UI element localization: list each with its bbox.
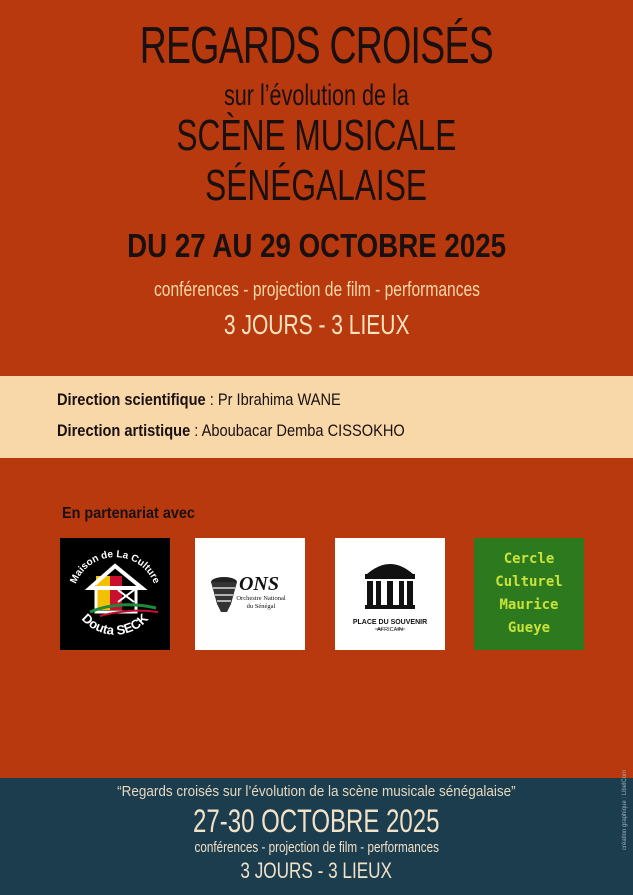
direction-scientific bbox=[57, 389, 341, 411]
cercle-line: Cercle bbox=[503, 551, 555, 567]
direction-scientific-name: Pr Ibrahima WANE bbox=[217, 390, 341, 409]
house-icon bbox=[60, 538, 170, 650]
svg-text:AFRICAIN: AFRICAIN bbox=[377, 627, 403, 633]
monument-icon bbox=[335, 538, 445, 650]
direction-artistic-label: Direction artistique bbox=[57, 421, 191, 440]
svg-text:du Sénégal: du Sénégal bbox=[246, 603, 276, 610]
separator: : bbox=[205, 390, 218, 409]
footer-activities: conférences - projection de film - performances bbox=[194, 839, 439, 856]
drum-icon bbox=[195, 538, 305, 650]
direction-artistic-name: Aboubacar Demba CISSOKHO bbox=[201, 421, 405, 440]
cercle-culturel-text bbox=[474, 548, 584, 640]
event-activities: conférences - projection de film - performances bbox=[153, 279, 480, 301]
title-line-2: sur l’évolution de la bbox=[224, 79, 409, 112]
cercle-line: Gueye bbox=[507, 620, 551, 636]
design-credit: création graphique : LibelCom bbox=[622, 769, 628, 850]
svg-text:Douta SECK: Douta SECK bbox=[79, 610, 151, 638]
event-tagline: 3 JOURS - 3 LIEUX bbox=[223, 309, 410, 340]
direction-scientific-label: Direction scientifique bbox=[57, 390, 206, 409]
direction-artistic bbox=[57, 420, 405, 442]
event-dates: DU 27 AU 29 OCTOBRE 2025 bbox=[127, 227, 506, 264]
svg-text:Orchestre National: Orchestre National bbox=[236, 595, 286, 602]
cercle-line: Maurice bbox=[499, 597, 559, 613]
separator: : bbox=[190, 421, 202, 440]
logo-douta-seck bbox=[60, 538, 170, 650]
logo-ons bbox=[195, 538, 305, 650]
svg-text:Maison de La Culture: Maison de La Culture bbox=[68, 549, 162, 586]
title-line-1: REGARDS CROISÉS bbox=[139, 17, 494, 75]
logo-cercle-culturel bbox=[474, 538, 584, 650]
logo-place-du-souvenir bbox=[335, 538, 445, 650]
svg-text:ONS: ONS bbox=[238, 573, 280, 595]
footer-tagline: 3 JOURS - 3 LIEUX bbox=[240, 858, 393, 883]
svg-text:PLACE DU SOUVENIR: PLACE DU SOUVENIR bbox=[352, 619, 428, 626]
footer-dates: 27-30 OCTOBRE 2025 bbox=[193, 803, 440, 839]
title-line-3: SCÈNE MUSICALE bbox=[176, 111, 457, 160]
footer-quote: “Regards croisés sur l’évolution de la scène musicale sénégalaise” bbox=[117, 783, 516, 800]
title-line-4: SÉNÉGALAISE bbox=[205, 161, 428, 210]
cercle-line: Culturel bbox=[495, 574, 563, 590]
partners-heading: En partenariat avec bbox=[62, 505, 195, 522]
